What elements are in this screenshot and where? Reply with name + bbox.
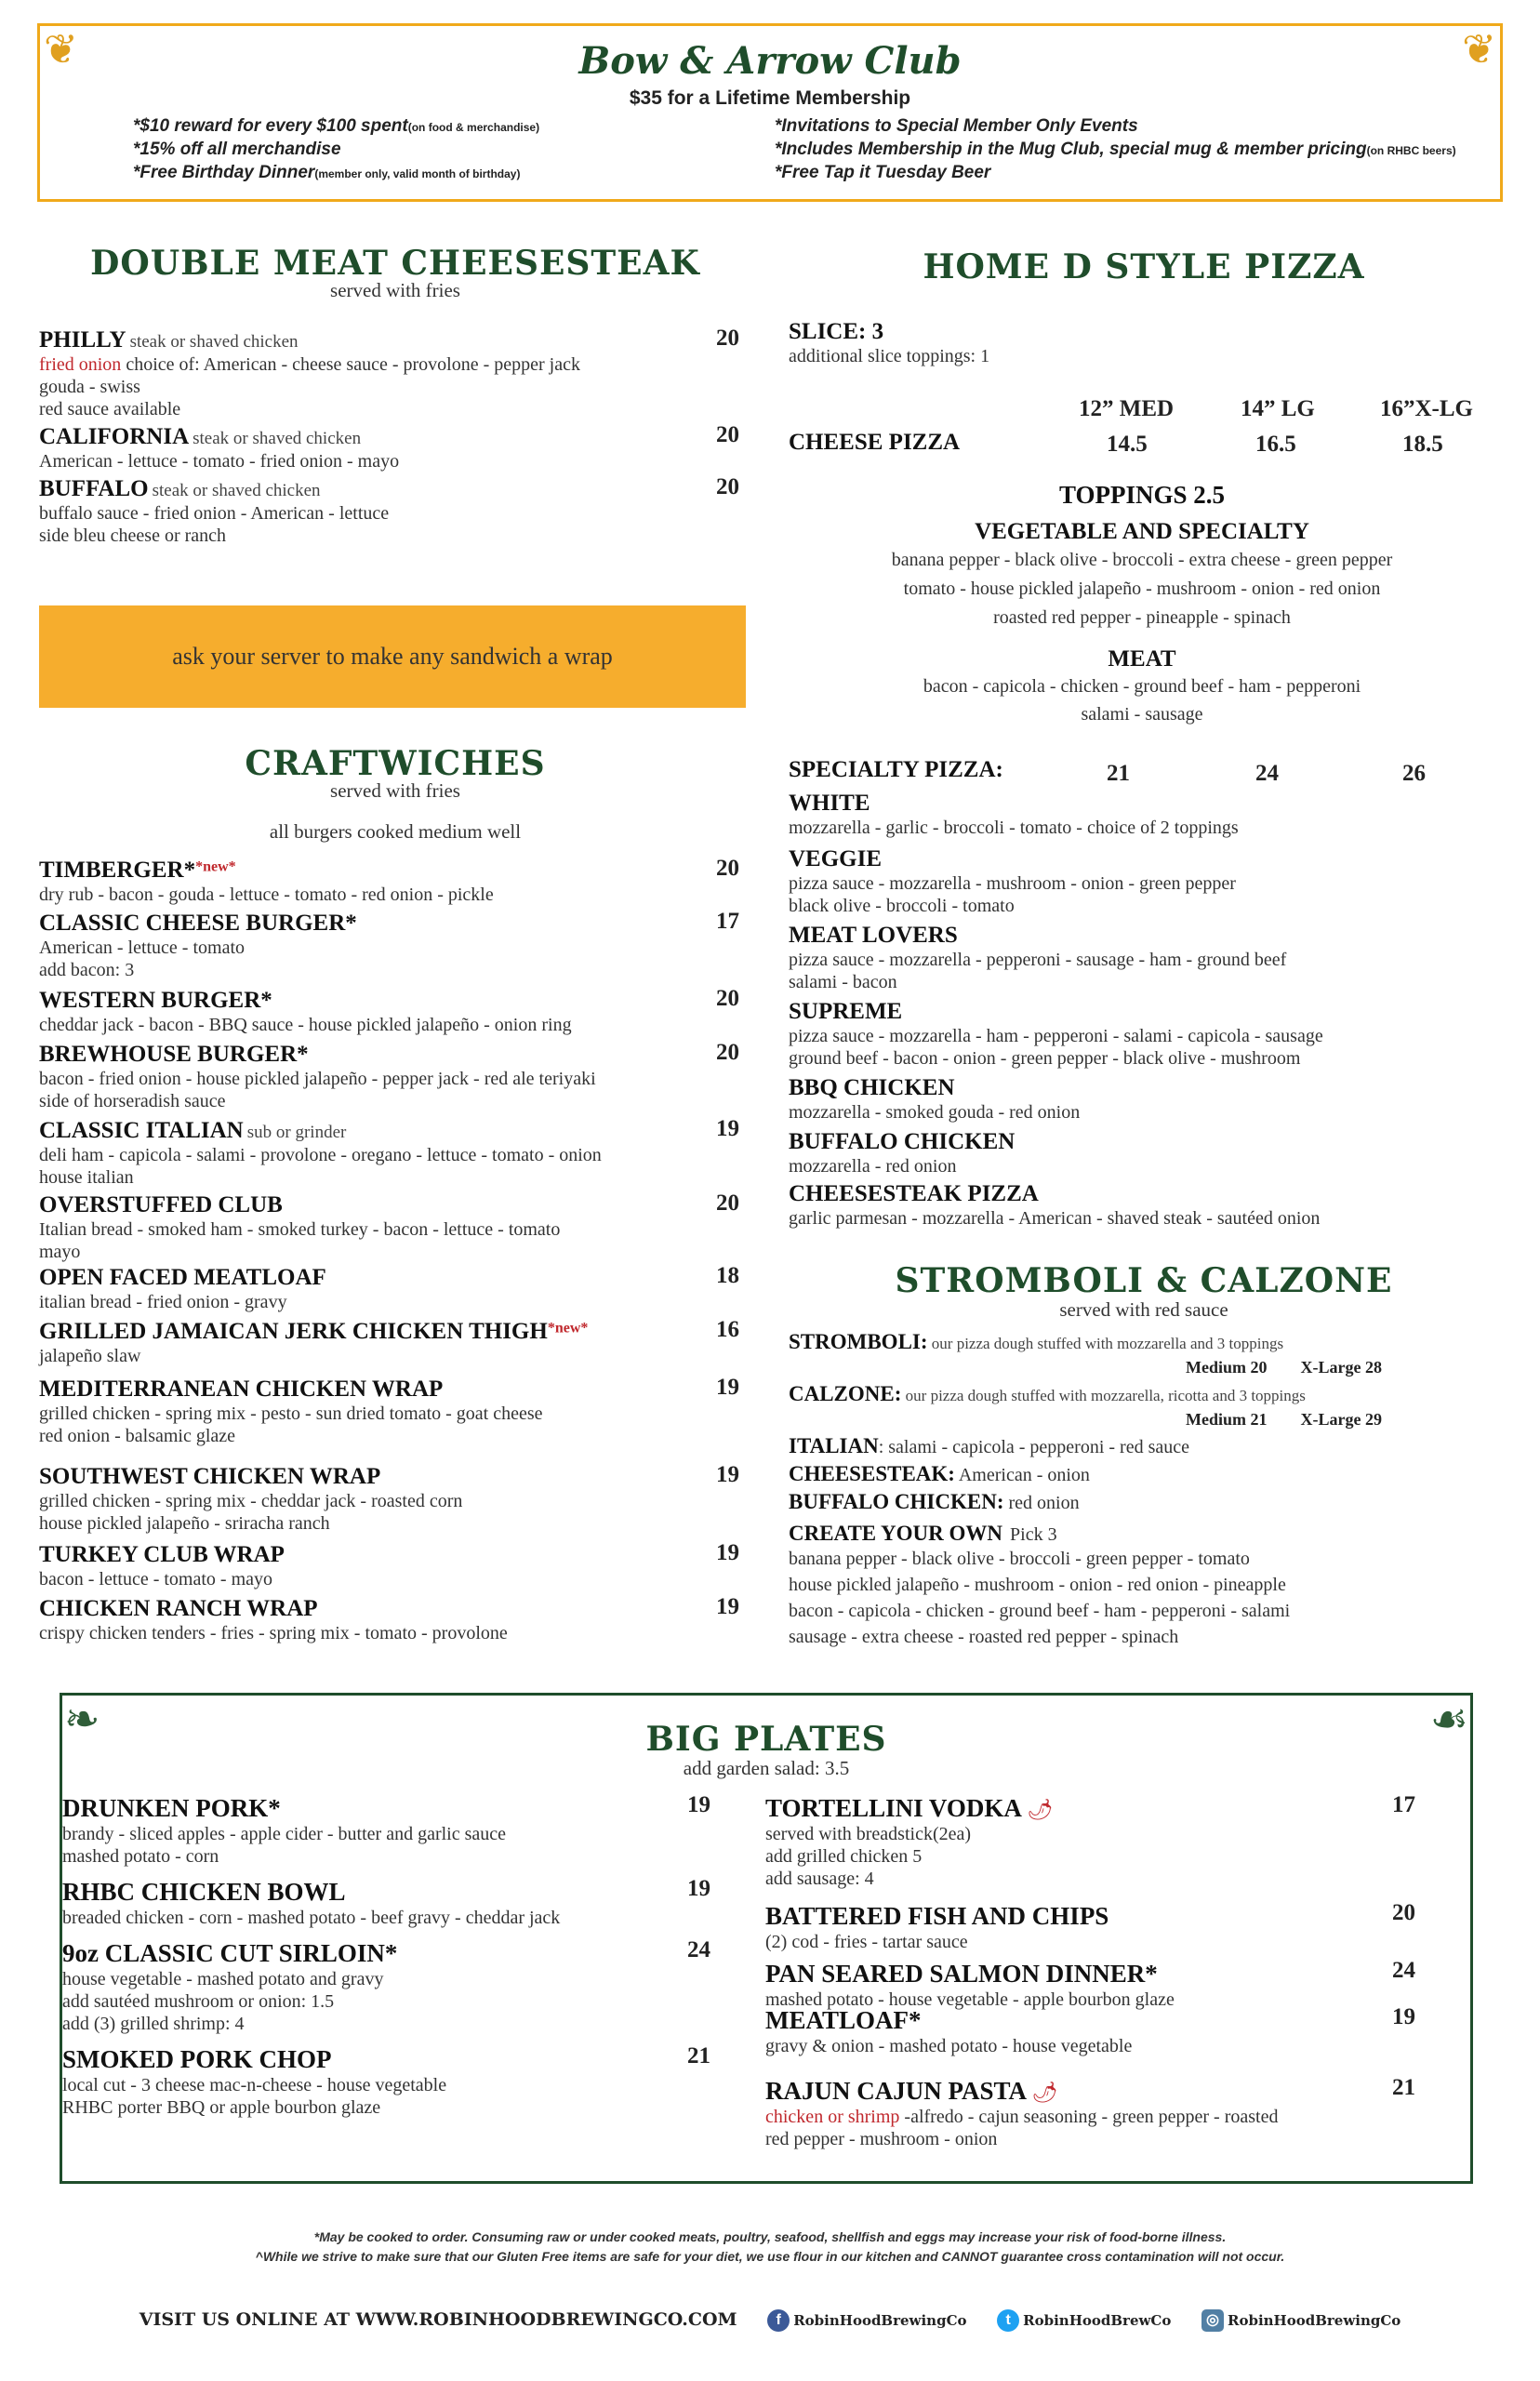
veg-title: VEGETABLE AND SPECIALTY xyxy=(975,519,1309,544)
big-plate-item xyxy=(765,1960,1175,2011)
item-name: SMOKED PORK CHOP xyxy=(62,2045,332,2073)
price: 19 xyxy=(716,1594,739,1619)
menu-item xyxy=(39,858,494,906)
menu-item xyxy=(39,1596,508,1644)
meat-toppings: bacon - capicola - chicken - ground beef - ham - pepperoni salami - sausage xyxy=(923,676,1361,725)
item-desc: pizza sauce - mozzarella - pepperoni - sausage - ham - ground beef xyxy=(789,950,1287,970)
item-name: GRILLED JAMAICAN JERK CHICKEN THIGH xyxy=(39,1319,548,1344)
item-desc: mayo xyxy=(39,1242,81,1262)
club-title: Bow & Arrow Club xyxy=(578,39,962,83)
item-name: SOUTHWEST CHICKEN WRAP xyxy=(39,1464,381,1489)
item-desc: pizza sauce - mozzarella - ham - pepperoni - salami - capicola - sausage xyxy=(789,1026,1323,1046)
wrap-banner: ask your server to make any sandwich a wrap xyxy=(39,605,746,708)
price: 19 xyxy=(687,1792,710,1817)
price: 24 xyxy=(1255,761,1279,786)
price: 20 xyxy=(716,1040,739,1065)
price: 20 xyxy=(716,986,739,1011)
item-desc: mashed potato - house vegetable - apple bourbon glaze xyxy=(765,1989,1175,2010)
item-desc: local cut - 3 cheese mac-n-cheese - house vegetable xyxy=(62,2075,447,2095)
item-desc: pizza sauce - mozzarella - mushroom - onion - green pepper xyxy=(789,873,1236,894)
craftwiches-subtitle: served with fries xyxy=(330,779,460,802)
club-subtitle: $35 for a Lifetime Membership xyxy=(629,87,911,109)
facebook-handle[interactable]: RobinHoodBrewingCo xyxy=(793,2312,967,2329)
stromboli-italian: ITALIAN: salami - capicola - pepperoni - red sauce xyxy=(789,1434,1190,1457)
menu-item xyxy=(39,1192,560,1263)
item-desc: black olive - broccoli - tomato xyxy=(789,896,1015,916)
item-desc: deli ham - capicola - salami - provolone - oregano - lettuce - tomato - onion xyxy=(39,1145,602,1165)
price: 20 xyxy=(716,474,739,499)
item-name: PAN SEARED SALMON DINNER* xyxy=(765,1960,1158,1988)
item-name: TIMBERGER* xyxy=(39,858,196,883)
item-name: TURKEY CLUB WRAP xyxy=(39,1542,285,1567)
price: 20 xyxy=(716,326,739,351)
price: 19 xyxy=(1392,2004,1415,2029)
cheesesteak-title: DOUBLE MEAT CHEESESTEAK xyxy=(90,244,700,283)
item-name: BATTERED FISH AND CHIPS xyxy=(765,1902,1109,1930)
new-badge: *new* xyxy=(195,858,236,875)
item-name: RAJUN CAJUN PASTA xyxy=(765,2077,1027,2105)
item-desc: red pepper - mushroom - onion xyxy=(765,2129,998,2149)
item-desc: house vegetable - mashed potato and gravy xyxy=(62,1969,384,1989)
stromboli-item: STROMBOLI: our pizza dough stuffed with mozzarella and 3 toppings xyxy=(789,1330,1284,1353)
club-perk: *Invitations to Special Member Only Events xyxy=(775,116,1138,136)
price: 24 xyxy=(687,1937,710,1962)
menu-item xyxy=(39,1319,588,1367)
item-note: sub or grinder xyxy=(246,1123,347,1142)
menu-item-california: CALIFORNIA steak or shaved chicken American - lettuce - tomato - fried onion - mayo xyxy=(39,424,400,472)
price: 26 xyxy=(1402,761,1426,786)
menu-item xyxy=(39,1542,285,1590)
footer-gluten-note: ^While we strive to make sure that our Gluten Free items are safe for your diet, we use flour in our kitchen and CANNOT guarantee cross contamination will not occur. xyxy=(255,2249,1285,2264)
price: 20 xyxy=(1392,1900,1415,1925)
specialty-pizza xyxy=(789,1075,1080,1124)
stromboli-create-own: CREATE YOUR OWN Pick 3 banana pepper - black olive - broccoli - green pepper - tomato house pickled jalapeño - mushroom - onion - red onion - pineapple bacon - capicola - chicken - ground beef - ham - pepperoni - salami sausage - extra cheese - roasted red pepper - spinach xyxy=(789,1522,1291,1647)
specialty-pizza xyxy=(789,1129,1015,1177)
item-name: TORTELLINI VODKA xyxy=(765,1794,1022,1822)
stromboli-prices: Medium 20 X-Large 28 xyxy=(1186,1358,1382,1377)
item-desc: bacon - lettuce - tomato - mayo xyxy=(39,1569,273,1590)
item-desc: dry rub - bacon - gouda - lettuce - tomato - red onion - pickle xyxy=(39,885,494,905)
item-name: CLASSIC CHEESE BURGER* xyxy=(39,911,357,936)
corner-ornament-icon: ☙ xyxy=(1429,1694,1468,1744)
price: 16.5 xyxy=(1255,432,1296,457)
item-desc: ground beef - bacon - onion - green pepper - black olive - mushroom xyxy=(789,1048,1301,1069)
item-desc: add sautéed mushroom or onion: 1.5 xyxy=(62,1991,335,2012)
item-desc: red onion - balsamic glaze xyxy=(39,1426,236,1446)
price: 17 xyxy=(716,909,739,934)
craftwiches-title: CRAFTWICHES xyxy=(245,744,546,783)
price: 19 xyxy=(716,1540,739,1565)
size-label: 14” LG xyxy=(1241,396,1315,421)
big-plates-title: BIG PLATES xyxy=(645,1720,887,1759)
item-desc-text: -alfredo - cajun seasoning - green pepper - roasted xyxy=(899,2107,1279,2127)
club-perk: *$10 reward for every $100 spent(on food & merchandise) xyxy=(133,116,540,136)
toppings-title: TOPPINGS 2.5 xyxy=(1058,481,1226,509)
price: 18 xyxy=(716,1263,739,1288)
membership-box xyxy=(37,23,1503,202)
price: 19 xyxy=(716,1375,739,1400)
menu-item xyxy=(39,1464,462,1535)
twitter-icon[interactable]: t xyxy=(997,2309,1019,2332)
menu-item xyxy=(39,1042,596,1112)
instagram-handle[interactable]: RobinHoodBrewingCo xyxy=(1227,2312,1401,2329)
menu-item-buffalo: BUFFALO steak or shaved chicken buffalo sauce - fried onion - American - lettuce side bleu cheese or ranch xyxy=(39,476,390,546)
new-badge: *new* xyxy=(547,1320,589,1337)
price: 16 xyxy=(716,1317,739,1342)
price: 19 xyxy=(716,1462,739,1487)
big-plate-item xyxy=(765,2006,1132,2057)
price: 20 xyxy=(716,422,739,447)
stromboli-buffalo: BUFFALO CHICKEN: red onion xyxy=(789,1490,1080,1513)
item-desc: mozzarella - red onion xyxy=(789,1156,957,1177)
item-desc: gravy & onion - mashed potato - house vegetable xyxy=(765,2036,1133,2056)
big-plates-box xyxy=(60,1693,1473,2184)
price: 19 xyxy=(687,1876,710,1901)
club-perk: *Free Birthday Dinner(member only, valid month of birthday) xyxy=(133,163,521,182)
item-desc: crispy chicken tenders - fries - spring mix - tomato - provolone xyxy=(39,1623,508,1643)
chili-pepper-icon: 🌶 xyxy=(1027,2081,1058,2104)
item-desc: mozzarella - garlic - broccoli - tomato - choice of 2 toppings xyxy=(789,818,1239,838)
veg-toppings: banana pepper - black olive - broccoli - extra cheese - green pepper tomato - house pickled jalapeño - mushroom - onion - red onion roasted red pepper - pineapple - spinach xyxy=(891,550,1393,628)
twitter-handle[interactable]: RobinHoodBrewCo xyxy=(1023,2312,1172,2329)
club-perk: *Includes Membership in the Mug Club, special mug & member pricing(on RHBC beers) xyxy=(775,140,1456,159)
item-desc: mashed potato - corn xyxy=(62,1846,219,1867)
item-desc: add bacon: 3 xyxy=(39,960,135,980)
item-name: DRUNKEN PORK* xyxy=(62,1794,281,1822)
item-name: BREWHOUSE BURGER* xyxy=(39,1042,309,1067)
cheesesteak-subtitle: served with fries xyxy=(330,279,460,301)
item-name: OPEN FACED MEATLOAF xyxy=(39,1265,326,1290)
footer-disclaimer: *May be cooked to order. Consuming raw or under cooked meats, poultry, seafood, shellfish and eggs may increase your risk of food-borne illness. xyxy=(313,2229,1227,2244)
big-plates-subtitle: add garden salad: 3.5 xyxy=(683,1757,850,1779)
burger-note: all burgers cooked medium well xyxy=(269,820,522,843)
price: 17 xyxy=(1392,1792,1415,1817)
specialty-label: SPECIALTY PIZZA: xyxy=(789,757,1003,782)
item-desc: breaded chicken - corn - mashed potato - beef gravy - cheddar jack xyxy=(62,1908,561,1928)
size-label: 16”X-LG xyxy=(1380,396,1473,421)
big-plate-item xyxy=(62,1794,506,1868)
item-desc-highlight: chicken or shrimp xyxy=(765,2107,900,2127)
pizza-title: HOME D STYLE PIZZA xyxy=(923,247,1365,286)
item-desc: mozzarella - smoked gouda - red onion xyxy=(789,1102,1081,1123)
item-name: RHBC CHICKEN BOWL xyxy=(62,1878,346,1906)
corner-ornament-icon: ❧ xyxy=(64,1694,100,1744)
item-desc: bacon - fried onion - house pickled jalapeño - pepper jack - red ale teriyaki xyxy=(39,1069,596,1089)
big-plate-item xyxy=(62,1878,560,1929)
specialty-pizza xyxy=(789,846,1236,917)
chili-pepper-icon: 🌶 xyxy=(1021,1798,1054,1821)
meat-title: MEAT xyxy=(1108,646,1176,672)
item-name: MEDITERRANEAN CHICKEN WRAP xyxy=(39,1377,444,1402)
item-desc: italian bread - fried onion - gravy xyxy=(39,1292,287,1312)
item-desc: jalapeño slaw xyxy=(39,1346,141,1366)
footer-social xyxy=(0,2309,1540,2332)
stromboli-cheesesteak: CHEESESTEAK: American - onion xyxy=(789,1462,1090,1485)
item-name: BBQ CHICKEN xyxy=(789,1075,955,1100)
price: 20 xyxy=(716,856,739,881)
price: 20 xyxy=(716,1190,739,1216)
item-name: CHICKEN RANCH WRAP xyxy=(39,1596,318,1621)
big-plate-item xyxy=(62,1939,397,2035)
item-name: CLASSIC ITALIAN xyxy=(39,1118,244,1143)
item-desc: add grilled chicken 5 xyxy=(765,1846,923,1867)
club-perk: *Free Tap it Tuesday Beer xyxy=(775,163,991,182)
item-name: BUFFALO CHICKEN xyxy=(789,1129,1016,1154)
item-name: SUPREME xyxy=(789,999,903,1024)
item-desc: cheddar jack - bacon - BBQ sauce - house pickled jalapeño - onion ring xyxy=(39,1015,572,1035)
stromboli-title: STROMBOLI & CALZONE xyxy=(895,1261,1393,1300)
item-desc: house italian xyxy=(39,1167,134,1188)
item-name: MEATLOAF* xyxy=(765,2006,922,2034)
big-plate-item xyxy=(765,1794,1053,1890)
item-desc: American - lettuce - tomato xyxy=(39,938,246,958)
menu-item xyxy=(39,911,357,981)
item-desc: grilled chicken - spring mix - cheddar jack - roasted corn xyxy=(39,1491,463,1511)
facebook-icon[interactable]: f xyxy=(767,2309,790,2332)
corner-ornament-icon: ❦ xyxy=(44,26,78,73)
specialty-pizza xyxy=(789,923,1286,993)
price: 18.5 xyxy=(1402,432,1443,457)
item-desc: (2) cod - fries - tartar sauce xyxy=(765,1932,968,1952)
size-label: 12” MED xyxy=(1079,396,1175,421)
item-desc: served with breadstick(2ea) xyxy=(765,1824,972,1844)
item-name: WESTERN BURGER* xyxy=(39,988,272,1013)
item-desc: side of horseradish sauce xyxy=(39,1091,226,1111)
price: 21 xyxy=(687,2043,710,2068)
big-plate-item xyxy=(765,1902,1109,1953)
specialty-pizza xyxy=(789,1181,1320,1230)
menu-item xyxy=(39,1377,543,1447)
item-desc: salami - bacon xyxy=(789,972,897,992)
item-name: 9oz CLASSIC CUT SIRLOIN* xyxy=(62,1939,398,1967)
specialty-pizza xyxy=(789,999,1323,1070)
item-desc: add sausage: 4 xyxy=(765,1869,874,1889)
website-link[interactable]: VISIT US ONLINE AT WWW.ROBINHOODBREWINGCO.COM xyxy=(139,2309,737,2330)
price: 19 xyxy=(716,1116,739,1141)
slice-item: SLICE: 3 additional slice toppings: 1 xyxy=(789,319,990,366)
item-name: CHEESESTEAK PIZZA xyxy=(789,1181,1039,1206)
instagram-icon[interactable]: ◎ xyxy=(1201,2309,1224,2332)
big-plate-item xyxy=(62,2045,446,2119)
calzone-prices: Medium 21 X-Large 29 xyxy=(1186,1410,1382,1429)
price: 14.5 xyxy=(1107,432,1148,457)
corner-ornament-icon: ❦ xyxy=(1462,26,1496,73)
item-desc: brandy - sliced apples - apple cider - butter and garlic sauce xyxy=(62,1824,507,1844)
item-desc: add (3) grilled shrimp: 4 xyxy=(62,2014,245,2034)
item-desc: RHBC porter BBQ or apple bourbon glaze xyxy=(62,2097,381,2118)
stromboli-subtitle: served with red sauce xyxy=(1059,1298,1228,1321)
calzone-item: CALZONE: our pizza dough stuffed with mozzarella, ricotta and 3 toppings xyxy=(789,1382,1306,1405)
menu-item xyxy=(39,1265,326,1313)
item-desc xyxy=(765,2106,1278,2128)
club-perk: *15% off all merchandise xyxy=(133,140,341,159)
menu-item-philly: PHILLY steak or shaved chicken fried onion choice of: American - cheese sauce - provolone - pepper jack gouda - swiss red sauce available xyxy=(39,327,580,419)
item-name: WHITE xyxy=(789,791,870,816)
big-plate-item xyxy=(765,2077,1278,2150)
item-desc: garlic parmesan - mozzarella - American - shaved steak - sautéed onion xyxy=(789,1208,1321,1229)
item-name: OVERSTUFFED CLUB xyxy=(39,1192,283,1217)
item-name: VEGGIE xyxy=(789,846,883,871)
item-name: MEAT LOVERS xyxy=(789,923,958,948)
item-desc: Italian bread - smoked ham - smoked turkey - bacon - lettuce - tomato xyxy=(39,1219,561,1240)
item-desc: house pickled jalapeño - sriracha ranch xyxy=(39,1513,330,1534)
menu-item xyxy=(39,988,572,1036)
price: 21 xyxy=(1107,761,1130,786)
menu-item xyxy=(39,1118,602,1189)
item-desc: grilled chicken - spring mix - pesto - sun dried tomato - goat cheese xyxy=(39,1403,543,1424)
price: 24 xyxy=(1392,1958,1415,1983)
cheese-pizza-label: CHEESE PIZZA xyxy=(789,430,961,455)
price: 21 xyxy=(1392,2075,1415,2100)
specialty-pizza xyxy=(789,791,1239,839)
